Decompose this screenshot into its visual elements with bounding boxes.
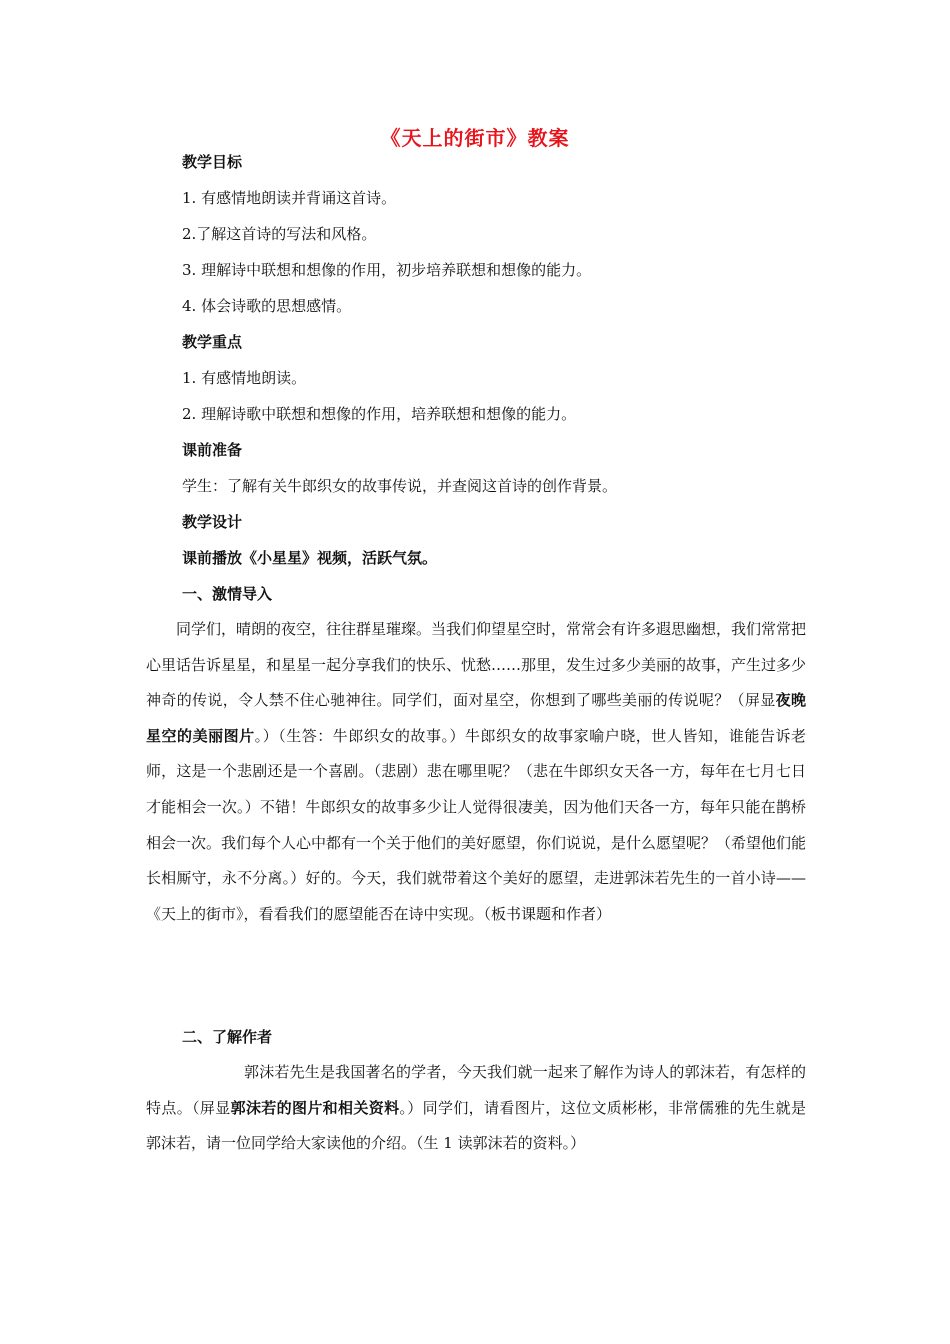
document-title: 《天上的街市》教案 — [380, 126, 570, 150]
focus-item-1: 1. 有感情地朗读。 — [182, 369, 307, 387]
part2-text-c: 。）同学们，请看图片，这位文质彬彬，非常儒雅的先生就是郭沫若，请一位同学给大家读他的介绍。（生 1 读郭沫若的资料。） — [146, 1098, 806, 1153]
part2-text-strong: 郭沫若的图片和相关资料 — [230, 1098, 400, 1117]
goal-item-4: 4. 体会诗歌的思想感情。 — [182, 297, 352, 315]
goal-item-1: 1. 有感情地朗读并背诵这首诗。 — [182, 189, 397, 207]
focus-heading: 教学重点 — [182, 333, 243, 351]
part1-text-c: 。）（生答：牛郎织女的故事。）牛郎织女的故事家喻户晓，世人皆知，谁能告诉老师，这是一个悲剧还是一个喜剧。（悲剧）悲在哪里呢？（悲在牛郎织女天各一方，每年在七月七日才能相会一次。）不错！牛郎织女的故事多少让人觉得很凄美，因为他们天各一方，每年只能在鹊桥相会一次。我们每个人心中都有一个关于他们的美好愿望，你们说说，是什么愿望呢？（希望他们能长相厮守，永不分离。）好的。今天，我们就带着这个美好的愿望，走进郭沫若先生的一首小诗——《天上的街市》，看看我们的愿望能否在诗中实现。（板书课题和作者） — [146, 726, 807, 923]
part1-paragraph — [146, 612, 806, 932]
part1-heading: 一、激情导入 — [182, 585, 273, 603]
prep-text: 学生：了解有关牛郎织女的故事传说，并查阅这首诗的创作背景。 — [182, 477, 618, 495]
design-heading: 教学设计 — [182, 513, 243, 531]
goal-item-3: 3. 理解诗中联想和想像的作用，初步培养联想和想像的能力。 — [182, 261, 592, 279]
prep-heading: 课前准备 — [182, 441, 243, 459]
part1-text-strong: 夜晚星空的美丽图片 — [146, 691, 806, 745]
part2-heading: 二、了解作者 — [182, 1028, 273, 1046]
part1-text-a: 同学们，晴朗的夜空，往往群星璀璨。当我们仰望星空时，常常会有许多遐思幽想，我们常常把心里话告诉星星，和星星一起分享我们的快乐、忧愁……那里，发生过多少美丽的故事，产生过多少神奇的传说，令人禁不住心驰神往。同学们，面对星空，你想到了哪些美丽的传说呢？（屏显 — [146, 620, 807, 710]
focus-item-2: 2. 理解诗歌中联想和想像的作用，培养联想和想像的能力。 — [182, 405, 577, 423]
part2-text-a: 郭沫若先生是我国著名的学者，今天我们就一起来了解作为诗人的郭沫若，有怎样的特点。（屏显 — [146, 1063, 806, 1117]
part2-paragraph — [146, 1055, 806, 1162]
design-intro: 课前播放《小星星》视频，活跃气氛。 — [182, 549, 438, 567]
goal-item-2: 2.了解这首诗的写法和风格。 — [182, 225, 377, 243]
goals-heading: 教学目标 — [182, 153, 243, 171]
